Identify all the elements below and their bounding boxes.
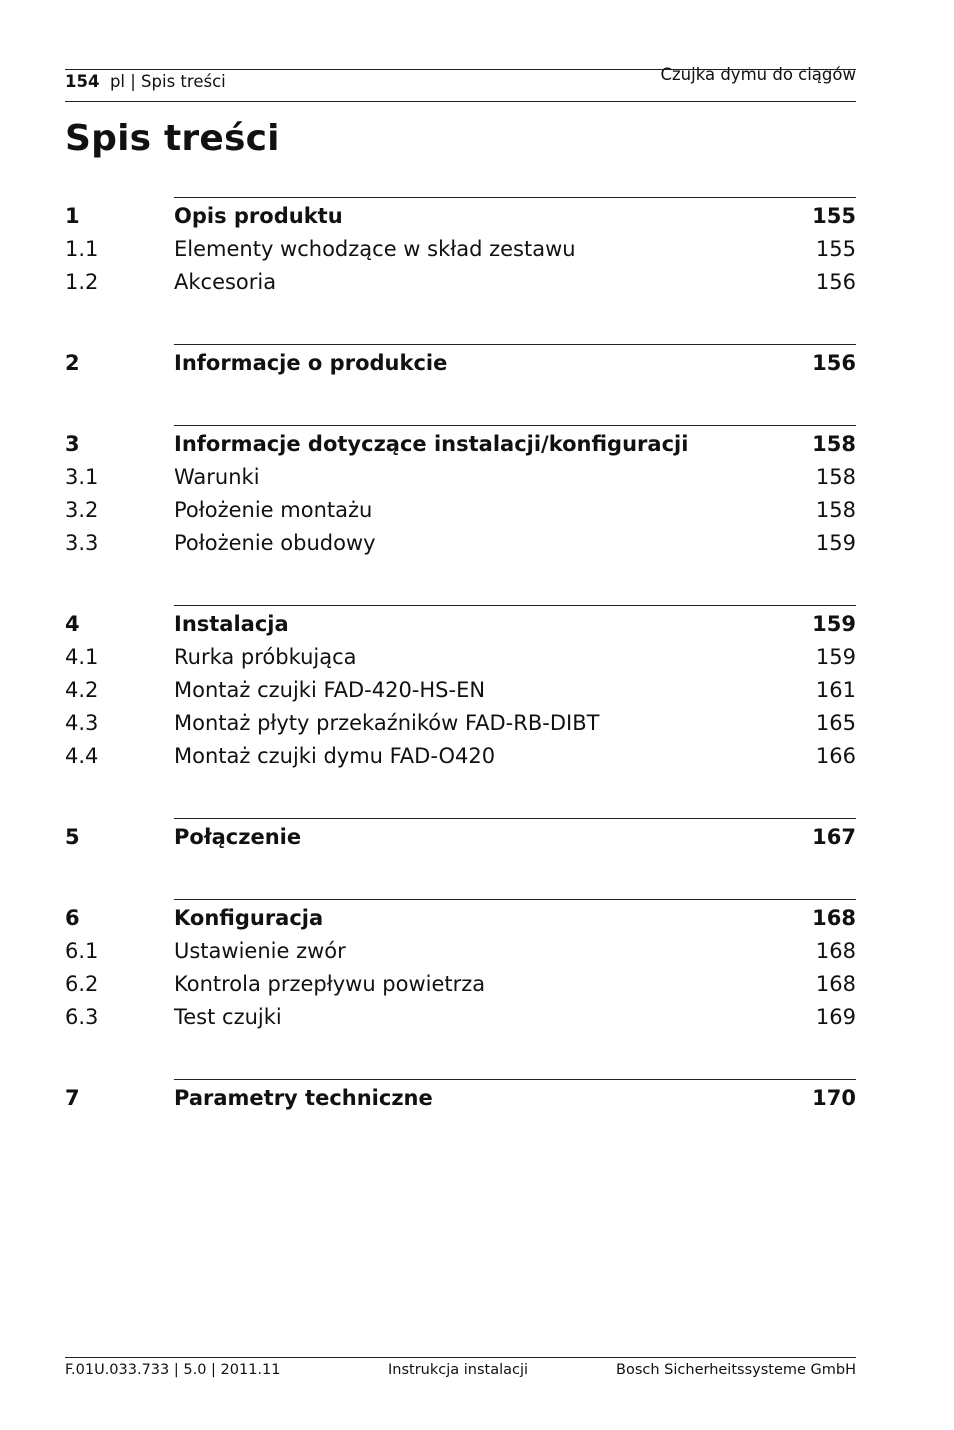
- section-number: 3.2: [65, 498, 99, 522]
- toc-section-row[interactable]: [65, 527, 856, 560]
- running-header-left: [65, 72, 226, 91]
- section-number: 1.1: [65, 237, 99, 261]
- chapter-divider: [174, 605, 856, 606]
- section-page: 165: [815, 711, 856, 735]
- section-title: Montaż czujki FAD-420-HS-EN: [174, 678, 486, 702]
- chapter-number: 5: [65, 825, 80, 849]
- section-number: 3.1: [65, 465, 99, 489]
- chapter-page: 159: [812, 612, 856, 636]
- chapter-title: Informacje dotyczące instalacji/konfiguracji: [174, 432, 689, 456]
- toc-chapter: [65, 1079, 856, 1115]
- section-page: 158: [815, 465, 856, 489]
- section-title: Akcesoria: [174, 270, 277, 294]
- section-number: 4.3: [65, 711, 99, 735]
- chapter-title: Informacje o produkcie: [174, 351, 448, 375]
- chapter-number: 2: [65, 351, 80, 375]
- toc-chapter-row[interactable]: [65, 428, 856, 461]
- toc-section-row[interactable]: [65, 494, 856, 527]
- section-number: 4.2: [65, 678, 99, 702]
- chapter-page: 158: [812, 432, 856, 456]
- section-page: 168: [815, 972, 856, 996]
- chapter-divider: [174, 344, 856, 345]
- section-title: Test czujki: [174, 1005, 282, 1029]
- toc-chapter-row[interactable]: [65, 1082, 856, 1115]
- section-title: Montaż płyty przekaźników FAD-RB-DIBT: [174, 711, 600, 735]
- toc-chapter: [65, 197, 856, 299]
- section-page: 158: [815, 498, 856, 522]
- toc-section-row[interactable]: [65, 968, 856, 1001]
- section-number: 6.3: [65, 1005, 99, 1029]
- section-page: 161: [815, 678, 856, 702]
- section-number: 6.1: [65, 939, 99, 963]
- chapter-divider: [174, 1079, 856, 1080]
- chapter-title: Instalacja: [174, 612, 289, 636]
- toc-chapter: [65, 344, 856, 380]
- toc-section-row[interactable]: [65, 740, 856, 773]
- toc-section-row[interactable]: [65, 641, 856, 674]
- chapter-number: 6: [65, 906, 80, 930]
- chapter-title: Konfiguracja: [174, 906, 324, 930]
- section-title: Kontrola przepływu powietrza: [174, 972, 486, 996]
- chapter-divider: [174, 197, 856, 198]
- section-number: 4.1: [65, 645, 99, 669]
- section-number: 1.2: [65, 270, 99, 294]
- toc-chapter: [65, 605, 856, 773]
- section-title: Montaż czujki dymu FAD-O420: [174, 744, 496, 768]
- toc-section-row[interactable]: [65, 707, 856, 740]
- toc-section-row[interactable]: [65, 935, 856, 968]
- toc-chapter: [65, 899, 856, 1034]
- chapter-page: 168: [812, 906, 856, 930]
- chapter-divider: [174, 425, 856, 426]
- table-of-contents: [65, 197, 856, 1160]
- toc-chapter: [65, 818, 856, 854]
- chapter-number: 1: [65, 204, 80, 228]
- section-page: 155: [815, 237, 856, 261]
- chapter-divider: [174, 899, 856, 900]
- section-page: 159: [815, 645, 856, 669]
- section-number: 3.3: [65, 531, 99, 555]
- chapter-page: 170: [812, 1086, 856, 1110]
- toc-section-row[interactable]: [65, 233, 856, 266]
- chapter-number: 4: [65, 612, 80, 636]
- section-page: 169: [815, 1005, 856, 1029]
- chapter-number: 7: [65, 1086, 80, 1110]
- section-page: 166: [815, 744, 856, 768]
- chapter-title: Parametry techniczne: [174, 1086, 433, 1110]
- section-number: 6.2: [65, 972, 99, 996]
- chapter-title: Opis produktu: [174, 204, 343, 228]
- toc-chapter: [65, 425, 856, 560]
- page-number: 154: [65, 72, 100, 91]
- footer-rule: [65, 1357, 856, 1358]
- toc-chapter-row[interactable]: [65, 200, 856, 233]
- section-page: 156: [815, 270, 856, 294]
- section-title: Warunki: [174, 465, 260, 489]
- section-title: Ustawienie zwór: [174, 939, 346, 963]
- footer-doc-id: F.01U.033.733 | 5.0 | 2011.11: [65, 1362, 281, 1378]
- toc-section-row[interactable]: [65, 1001, 856, 1034]
- toc-chapter-row[interactable]: [65, 902, 856, 935]
- section-title: Rurka próbkująca: [174, 645, 357, 669]
- page-title: Spis treści: [65, 118, 280, 159]
- footer-company: Bosch Sicherheitssysteme GmbH: [616, 1362, 856, 1378]
- header-section: pl | Spis treści: [109, 72, 226, 91]
- toc-section-row[interactable]: [65, 674, 856, 707]
- chapter-page: 167: [812, 825, 856, 849]
- chapter-title: Połączenie: [174, 825, 302, 849]
- header-product: Czujka dymu do ciągów: [660, 65, 856, 84]
- chapter-page: 156: [812, 351, 856, 375]
- toc-chapter-row[interactable]: [65, 608, 856, 641]
- section-title: Położenie montażu: [174, 498, 373, 522]
- chapter-number: 3: [65, 432, 80, 456]
- toc-chapter-row[interactable]: [65, 821, 856, 854]
- toc-section-row[interactable]: [65, 461, 856, 494]
- chapter-divider: [174, 818, 856, 819]
- section-page: 168: [815, 939, 856, 963]
- section-title: Położenie obudowy: [174, 531, 376, 555]
- chapter-page: 155: [812, 204, 856, 228]
- header-rule-bottom: [65, 101, 856, 102]
- section-page: 159: [815, 531, 856, 555]
- toc-chapter-row[interactable]: [65, 347, 856, 380]
- section-number: 4.4: [65, 744, 99, 768]
- footer-doc-type: Instrukcja instalacji: [388, 1362, 529, 1378]
- toc-section-row[interactable]: [65, 266, 856, 299]
- section-title: Elementy wchodzące w skład zestawu: [174, 237, 576, 261]
